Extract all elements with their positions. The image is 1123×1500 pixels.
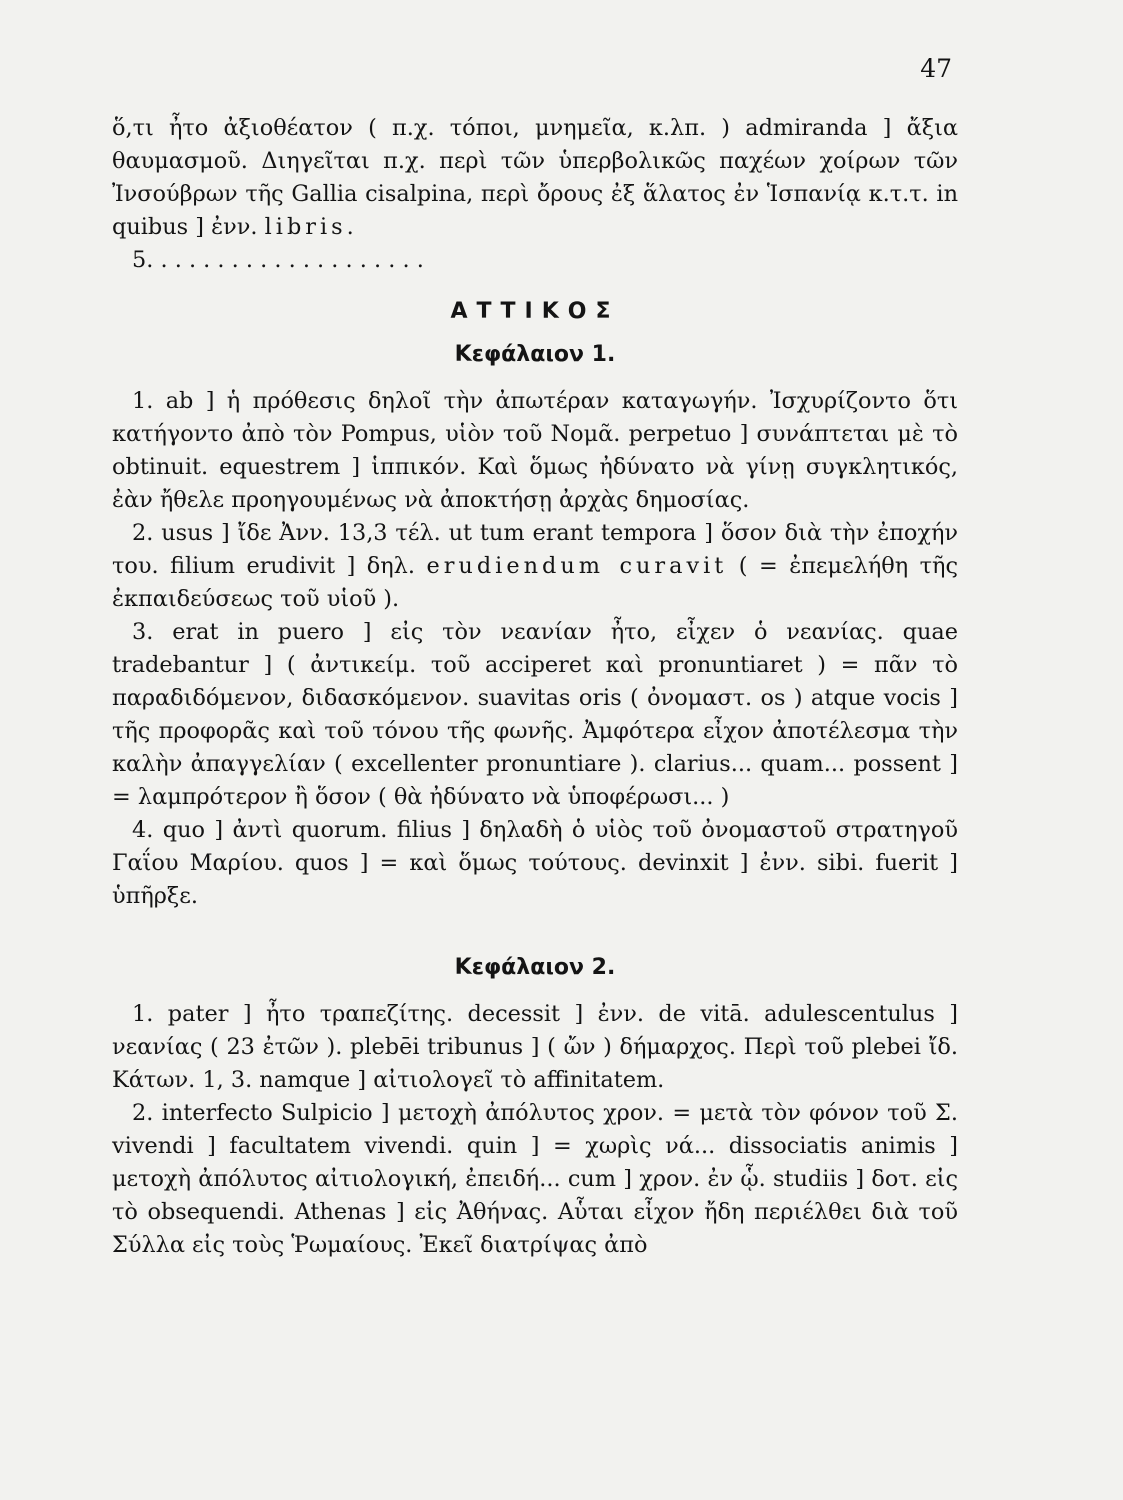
intro-text: ὅ,τι ἦτο ἀξιοθέατον ( π.χ. τόποι, μνημεῖα, κ.λπ. ) admiranda ] ἄξια θαυμασμοῦ. Διηγεῖται π.χ. περὶ τῶν ὑπερβολικῶς παχέων χοίρων τῶν Ἰνσούβρων τῆς Gallia cisalpina, περὶ ὄρους ἐξ ἅλατος ἐν Ἱσπανίᾳ κ.τ.τ. in quibus ] ἐνν. [112,115,958,240]
chapter-1-note-2 [112,517,958,616]
chapter-1-title: Κεφάλαιον 1. [454,342,616,367]
section-title: ΑΤΤΙΚΟΣ [450,299,620,324]
chapter-2-note-2: 2. interfecto Sulpicio ] μετοχὴ ἀπόλυτος χρον. = μετὰ τὸν φόνον τοῦ Σ. vivendi ] facultatem vivendi. quin ] = χωρὶς νά... dissociatis animis ] μετοχὴ ἀπόλυτος αἰτιολογική, ἐπειδή... cum ] χρον. ἐν ᾧ. studiis ] δοτ. εἰς τὸ obsequendi. Athenas ] εἰς Ἀθήνας. Αὗται εἶχον ἤδη περιέλθει διὰ τοῦ Σύλλα εἰς τοὺς Ῥωμαίους. Ἐκεῖ διατρίψας ἀπὸ [112,1100,958,1258]
chapter-2-title: Κεφάλαιον 2. [454,955,616,980]
chapter-1-note-1: 1. ab ] ἡ πρόθεσις δηλοῖ τὴν ἀπωτέραν καταγωγήν. Ἰσχυρίζοντο ὅτι κατήγοντο ἀπὸ τὸν Pompus, υἱὸν τοῦ Νομᾶ. perpetuo ] συνάπτεται μὲ τὸ obtinuit. equestrem ] ἱππικόν. Καὶ ὅμως ἠδύνατο νὰ γίνῃ συγκλητικός, ἐὰν ἤθελε προηγουμένως νὰ ἀποκτήσῃ ἀρχὰς δημοσίας. [112,388,958,513]
chapter-1-note-3: 3. erat in puero ] εἰς τὸν νεανίαν ἦτο, εἶχεν ὁ νεανίας. quae tradebantur ] ( ἀντικείμ. τοῦ acciperet καὶ pronuntiaret ) = πᾶν τὸ παραδιδόμενον, διδασκόμενον. suavitas oris ( ὀνομαστ. os ) atque vocis ] τῆς προφορᾶς καὶ τοῦ τόνου τῆς φωνῆς. Ἀμφότερα εἶχον ἀποτέλεσμα τὴν καλὴν ἀπαγγελίαν ( excellenter pronuntiare ). clarius... quam... possent ] = λαμπρότερον ἢ ὅσον ( θὰ ἠδύνατο νὰ ὑποφέρωσι... ) [112,619,958,810]
note-2-text-b: ( = ἐπεμελήθη τῆς ἐκπαιδεύσεως τοῦ υἱοῦ ). [112,553,958,612]
page-number: 47 [920,54,952,83]
chapter-2-note-1: 1. pater ] ἦτο τραπεζίτης. decessit ] ἐνν. de vitā. adulescentulus ] νεανίας ( 23 ἐτῶν ). plebēi tribunus ] ( ὤν ) δήμαρχος. Περὶ τοῦ plebei ἴδ. Κάτων. 1, 3. namque ] αἰτιολογεῖ τὸ affinitatem. [112,1001,958,1093]
chapter-1-note-4: 4. quo ] ἀντὶ quorum. filius ] δηλαδὴ ὁ υἱὸς τοῦ ὀνομαστοῦ στρατηγοῦ Γαΐου Μαρίου. quos ] = καὶ ὅμως τούτους. devinxit ] ἐνν. sibi. fuerit ] ὑπῆρξε. [112,817,958,909]
item-5: 5. . . . . . . . . . . . . . . . . . . . [132,247,424,273]
page-body [112,112,958,1262]
note-2-text-a: 2. usus ] ἴδε Ἀνν. 13,3 τέλ. ut tum erant tempora ] ὅσον διὰ τὴν ἐποχήν του. filium erudivit ] δηλ. [112,520,958,579]
intro-paragraph [112,112,958,244]
intro-spaced-word: libris. [264,214,358,240]
note-2-spaced: erudiendum curavit [426,553,728,579]
